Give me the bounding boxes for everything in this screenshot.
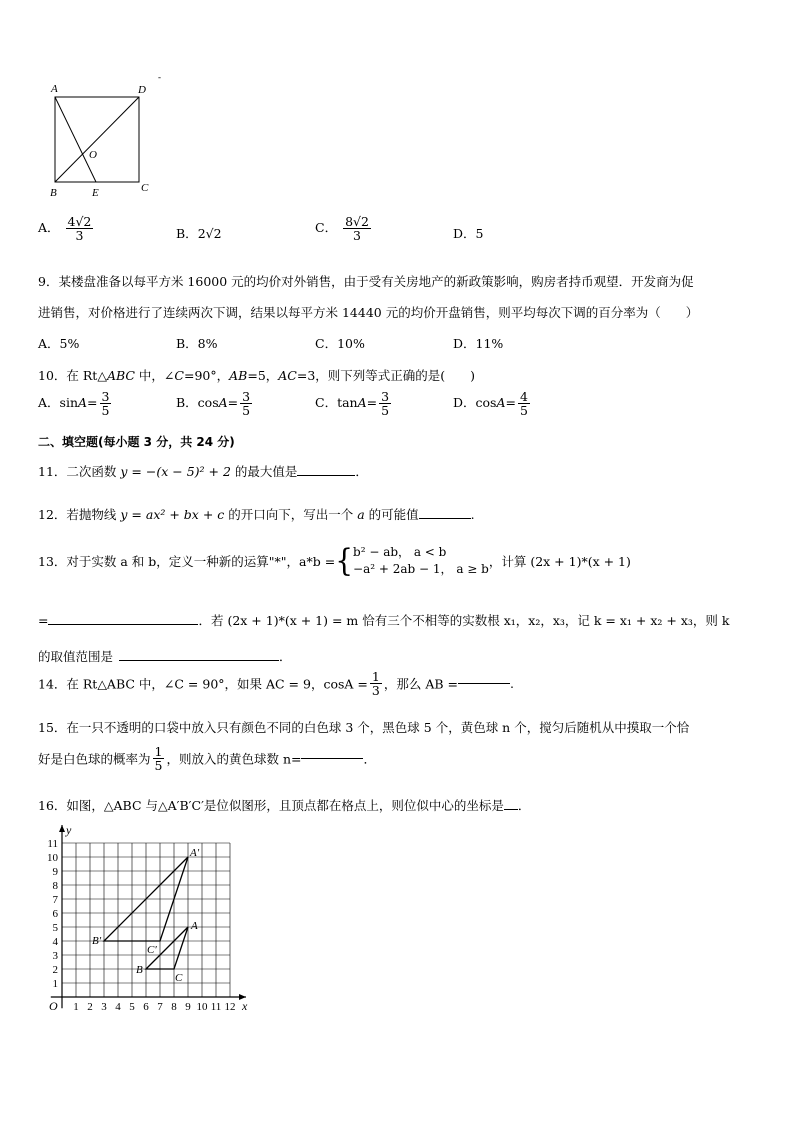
- q10-b-num: 3: [242, 389, 251, 404]
- y-axis-arrow: [59, 825, 65, 832]
- q14-num: 1: [371, 669, 380, 684]
- point-label-B: B: [136, 964, 143, 976]
- q15-line1: 15．在一只不透明的口袋中放入只有颜色不同的白色球 3 个，黑色球 5 个，黄色球 n 个，搅匀后随机从中摸取一个恰: [38, 720, 690, 735]
- label-dash: -: [158, 72, 161, 82]
- segment-ae: [55, 97, 96, 182]
- q9-option-d: D．11%: [453, 336, 504, 351]
- q10-d-den: 5: [519, 403, 528, 419]
- y-tick-label: 1: [52, 978, 58, 990]
- q11-answer-blank[interactable]: [297, 475, 355, 476]
- q10-a-den: 5: [101, 403, 110, 419]
- q10-stem-ac: AC: [278, 368, 297, 383]
- label-D: D: [138, 84, 146, 96]
- q8-option-d: [453, 224, 483, 242]
- q10-option-b: B．cosA= $\frac{3}{5}$: [176, 389, 251, 419]
- q8-d-label: D．: [453, 226, 476, 241]
- q10-d-label: D．cos: [453, 395, 497, 411]
- q11-pre: 11．二次函数: [38, 464, 121, 479]
- q10-c-label: C．tan: [315, 395, 358, 411]
- q12-pre: 12．若抛物线: [38, 507, 121, 522]
- q13-cases: [353, 544, 489, 578]
- q12-expr: y = ax² + bx + c: [120, 507, 225, 522]
- q13-case2: −a² + 2ab − 1， a ≥ b: [353, 561, 489, 576]
- y-tick-label: 5: [52, 922, 58, 934]
- q13-answer-blank-1[interactable]: [48, 624, 198, 625]
- q12-post: 的可能值: [364, 507, 419, 522]
- y-tick-label: 3: [52, 950, 58, 962]
- y-tick-label: 6: [52, 908, 58, 920]
- q10-b-var: A: [218, 395, 228, 411]
- q12-mid: 的开口向下，写出一个: [224, 507, 358, 522]
- x-tick-label: 1: [73, 1001, 79, 1013]
- q8-a-num: 4√2: [67, 214, 92, 229]
- q10-option-d: D．cosA= $\frac{4}{5}$: [453, 389, 528, 419]
- label-B: B: [50, 187, 57, 199]
- q13-pre: 13．对于实数 a 和 b，定义一种新的运算"*"，a*b =: [38, 553, 336, 569]
- y-tick-label: 8: [52, 880, 58, 892]
- x-tick-label: 2: [87, 1001, 93, 1013]
- q10-b-label: B．cos: [176, 395, 219, 411]
- q16-answer-blank[interactable]: [504, 809, 518, 810]
- point-label-A1: A′: [190, 847, 200, 859]
- q16-text: 16．如图，△ABC 与△A′B′C′是位似图形，且顶点都在格点上，则位似中心的坐标是: [38, 798, 504, 813]
- q10-d-fraction: [518, 390, 530, 417]
- x-tick-label: 10: [196, 1001, 208, 1013]
- q16: 16．如图，△ABC 与△A′B′C′是位似图形，且顶点都在格点上，则位似中心的坐标是 ．: [38, 798, 531, 813]
- q13-case1: b² − ab， a < b: [353, 545, 447, 559]
- q10-stem-a: 10．在 Rt△: [38, 368, 107, 383]
- y-tick-label: 9: [52, 866, 58, 878]
- x-tick-label: 9: [185, 1001, 191, 1013]
- point-label-C: C: [175, 972, 183, 984]
- q15-answer-blank[interactable]: [301, 758, 363, 759]
- q10-a-fraction: [100, 390, 112, 417]
- label-C: C: [141, 182, 149, 194]
- q10-a-var: A: [78, 395, 88, 411]
- q13-line1: [38, 544, 631, 578]
- q13-line2-a: ．若 (2x + 1)*(x + 1) = m 恰有三个不相等的实数根 x₁，x₂，x₃，记 k = x₁ + x₂ + x₃，则 k: [198, 613, 730, 628]
- q10-b-den: 5: [242, 403, 251, 419]
- label-A: A: [51, 83, 58, 95]
- y-tick-label: 11: [47, 838, 58, 850]
- q10-option-a: A．sinA= $\frac{3}{5}$: [38, 389, 110, 419]
- q8-a-label: A．: [38, 220, 60, 236]
- q15-fraction: [153, 745, 165, 772]
- y-tick-label: 2: [52, 964, 58, 976]
- q8-option-b: [176, 224, 222, 242]
- q15-num: 1: [154, 744, 163, 759]
- x-axis-label: x: [242, 999, 248, 1013]
- q14: 14．在 Rt△ABC 中，∠C = 90°，如果 AC = 9，cosA = $\frac{1}{3}$ ，那么 AB = .: [38, 669, 514, 699]
- q10-stem-f: =3，则下列等式正确的是( ): [296, 368, 476, 383]
- q8-a-den: 3: [75, 228, 84, 244]
- q13-line2-eq: =: [38, 613, 49, 628]
- q15-line2: 好是白色球的概率为 $\frac{1}{5}$ ，则放入的黄色球数 n= ．: [38, 744, 376, 774]
- q12-var: a: [357, 507, 365, 522]
- q10-stem-d: =90°，: [183, 368, 230, 383]
- x-tick-label: 11: [210, 1001, 222, 1013]
- y-tick-label: 7: [52, 894, 58, 906]
- q10-c-var: A: [357, 395, 367, 411]
- y-tick-label: 10: [47, 852, 58, 864]
- q14-den: 3: [371, 683, 380, 699]
- q10-stem-abc: ABC: [106, 368, 135, 383]
- y-axis-label: y: [66, 823, 72, 837]
- q9-line2: 进销售，对价格进行了连续两次下调，结果以每平方米 14440 元的均价开盘销售，则平均每次下调的百分率为（ ）: [38, 305, 699, 320]
- q8-option-c: [315, 215, 373, 242]
- q13-answer-blank-2[interactable]: [119, 660, 279, 661]
- q13-line3-text: 的取值范围是: [38, 649, 114, 664]
- q14-pre: 14．在 Rt△ABC 中，∠C = 90°，如果 AC = 9，cosA =: [38, 676, 368, 692]
- q10-stem: [38, 366, 475, 384]
- label-O: O: [89, 149, 97, 161]
- q10-a-label: A．sin: [38, 395, 78, 411]
- point-label-B1: B′: [92, 935, 102, 947]
- q10-stem-e: =5，: [247, 368, 279, 383]
- q10-stem-c: C: [174, 368, 184, 383]
- q11: 11．二次函数 y = −(x − 5)² + 2 的最大值是 ．: [38, 464, 368, 479]
- x-tick-label: 6: [143, 1001, 149, 1013]
- point-label-C1: C′: [147, 944, 157, 956]
- q14-fraction: [370, 670, 382, 697]
- q8-a-fraction: [66, 215, 94, 242]
- q11-expr: y = −(x − 5)² + 2: [120, 464, 231, 479]
- q12: 12．若抛物线 y = ax² + bx + c 的开口向下，写出一个 a 的可能值 .: [38, 507, 475, 522]
- q11-post: 的最大值是: [230, 464, 298, 479]
- square-figure: [40, 72, 170, 202]
- q13-post: ，计算 (2x + 1)*(x + 1): [488, 553, 631, 569]
- q13-line2: [38, 611, 729, 629]
- q10-a-num: 3: [101, 389, 110, 404]
- q8-c-den: 3: [353, 228, 361, 244]
- section-heading: 二、填空题(每小题 3 分，共 24 分): [38, 435, 235, 449]
- q10-d-var: A: [496, 395, 506, 411]
- q10-stem-b: 中，∠: [134, 368, 175, 383]
- coordinate-grid-figure: [40, 815, 280, 1025]
- x-tick-label: 4: [115, 1001, 121, 1013]
- q15-pre2: 好是白色球的概率为: [38, 751, 151, 767]
- q12-answer-blank[interactable]: [419, 518, 471, 519]
- q8-c-fraction: [343, 215, 371, 242]
- q8-c-label: C．: [315, 220, 338, 236]
- q9-line1: 9．某楼盘准备以每平方米 16000 元的均价对外销售，由于受有关房地产的新政策影响，购房者持币观望．开发商为促: [38, 274, 694, 289]
- x-tick-label: 12: [224, 1001, 236, 1013]
- y-tick-label: 4: [52, 936, 58, 948]
- q10-c-den: 5: [381, 403, 390, 419]
- q10-c-fraction: [379, 390, 391, 417]
- q14-answer-blank[interactable]: [458, 683, 510, 684]
- q13-line3: 的取值范围是 ．: [38, 649, 292, 664]
- q10-stem-ab: AB: [229, 368, 248, 383]
- q9-option-a: A．5%: [38, 336, 80, 351]
- origin-label: O: [49, 999, 58, 1013]
- q14-post: ，那么 AB =: [383, 676, 458, 692]
- q9-option-c: C．10%: [315, 336, 365, 351]
- q15-post2: ，则放入的黄色球数 n=: [166, 751, 302, 767]
- q8-c-num: 8√2: [345, 214, 369, 229]
- q8-b-label: B．: [176, 226, 198, 241]
- q8-b-value: 2√2: [197, 226, 222, 241]
- diagonal-bd: [55, 97, 139, 182]
- point-label-A: A: [191, 920, 198, 932]
- q10-option-c: C．tanA= $\frac{3}{5}$: [315, 389, 390, 419]
- q9-option-b: B．8%: [176, 336, 218, 351]
- x-tick-label: 3: [101, 1001, 107, 1013]
- q10-d-num: 4: [519, 389, 528, 404]
- q8-d-value: 5: [475, 226, 484, 241]
- label-E: E: [92, 187, 99, 199]
- x-tick-label: 5: [129, 1001, 135, 1013]
- q10-c-num: 3: [381, 389, 390, 404]
- q10-b-fraction: [240, 390, 252, 417]
- q8-option-a: [38, 215, 95, 242]
- q13-brace: {: [335, 542, 354, 579]
- x-tick-label: 8: [171, 1001, 177, 1013]
- q15-den: 5: [154, 758, 163, 774]
- x-tick-label: 7: [157, 1001, 163, 1013]
